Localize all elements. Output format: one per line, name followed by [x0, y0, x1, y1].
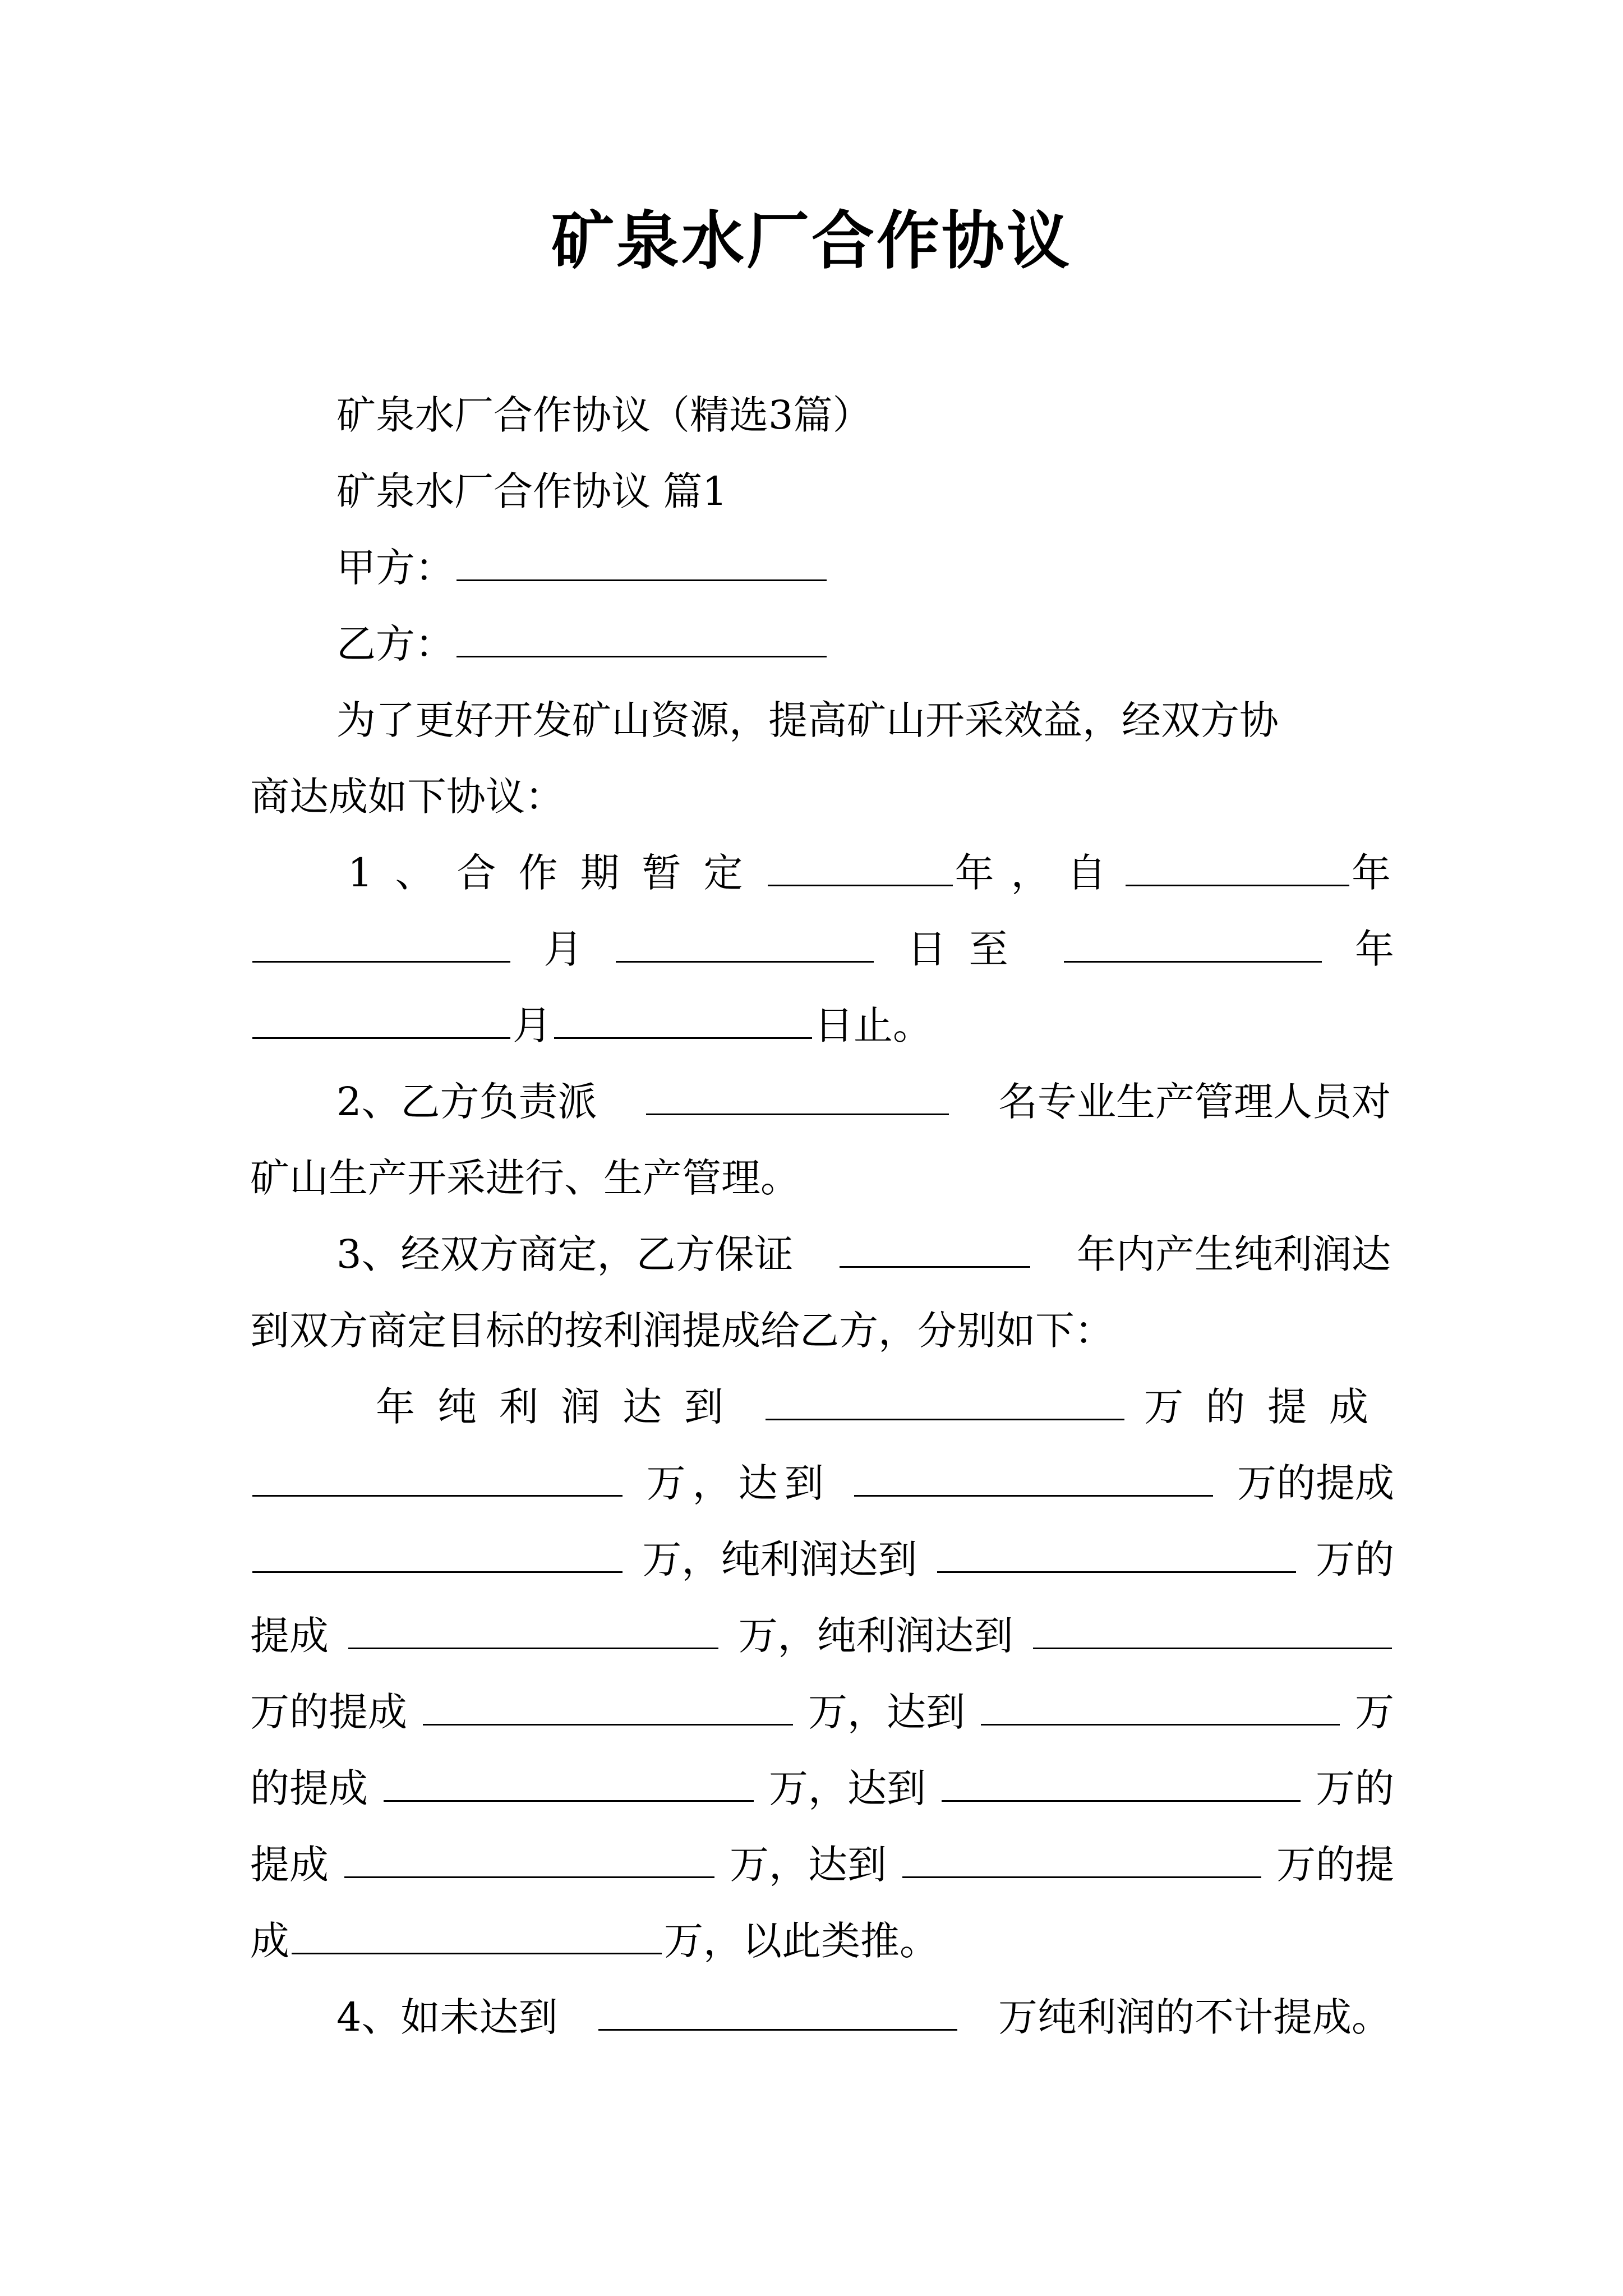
document-title: 矿泉水厂合作协议 — [551, 204, 1072, 278]
clause-3-text-a: 3、经双方商定，乙方保证 — [336, 1231, 794, 1277]
end-year-blank[interactable] — [1064, 926, 1322, 963]
intro-text-1: 为了更好开发矿山资源，提高矿山开采效益，经双方协 — [336, 697, 1279, 743]
tier-7-profit-blank[interactable] — [902, 1842, 1261, 1878]
tier-text-5b: 万，达到 — [808, 1689, 965, 1735]
tier-text-8a: 成 — [250, 1918, 289, 1964]
tier-6-commission-blank[interactable] — [344, 1842, 714, 1878]
clause-3-text-b: 年内产生纯利润达 — [1076, 1231, 1391, 1277]
tier-text-3a: 万，纯利润达到 — [642, 1536, 917, 1582]
tier-7-commission-blank[interactable] — [292, 1918, 662, 1954]
clause-4-line — [336, 1989, 1391, 2045]
tier-line-6 — [250, 1760, 1394, 1816]
clause-3-line-1 — [336, 1226, 1391, 1282]
clause-3-line-2: 到双方商定目标的按利润提成给乙方，分别如下： — [250, 1308, 1114, 1354]
clause-1-text-d: 月 — [543, 926, 583, 972]
tier-line-2 — [250, 1455, 1394, 1511]
intro-line-2: 商达成如下协议： — [250, 774, 564, 820]
tier-line-7 — [250, 1837, 1394, 1893]
clause-2-text-b: 名专业生产管理人员对 — [998, 1079, 1391, 1125]
intro-line-1 — [336, 692, 1391, 748]
clause-1-text-c: 年 — [1352, 850, 1391, 896]
tier-5-profit-blank[interactable] — [981, 1689, 1340, 1726]
end-day-blank[interactable] — [554, 1002, 812, 1039]
tier-text-4b: 万，纯利润达到 — [738, 1613, 1013, 1659]
clause-1-text-b: 年，自 — [955, 850, 1123, 896]
clause-1-text-h: 日止。 — [814, 1002, 932, 1048]
clause-1-line-2 — [250, 921, 1394, 977]
party-a-label: 甲方： — [336, 545, 454, 591]
tier-1-profit-blank[interactable] — [766, 1384, 1124, 1420]
tier-text-4a: 提成 — [250, 1613, 329, 1659]
tier-1-commission-blank[interactable] — [252, 1460, 623, 1497]
tier-4-commission-blank[interactable] — [423, 1689, 793, 1726]
clause-2-text-a: 2、乙方负责派 — [336, 1079, 597, 1125]
tier-text-1a: 年纯利润达到 — [376, 1384, 746, 1430]
clause-1-text-f: 年 — [1354, 926, 1394, 972]
staff-count-blank[interactable] — [646, 1079, 949, 1115]
profit-years-blank[interactable] — [840, 1231, 1030, 1268]
tier-text-2b: 万的提成 — [1237, 1460, 1394, 1506]
clause-2-line-2: 矿山生产开采进行、生产管理。 — [250, 1155, 800, 1201]
tier-4-profit-blank[interactable] — [1033, 1613, 1392, 1649]
clause-1-text-a: 1、合作期暂定 — [348, 850, 766, 896]
tier-2-commission-blank[interactable] — [252, 1536, 623, 1573]
tier-3-profit-blank[interactable] — [937, 1536, 1296, 1573]
clause-1-line-1 — [348, 845, 1391, 901]
tier-text-1b: 万的提成 — [1144, 1384, 1391, 1430]
tier-text-5a: 万的提成 — [250, 1689, 407, 1735]
party-a-line — [336, 540, 1481, 596]
tier-text-6c: 万的 — [1316, 1765, 1394, 1811]
tier-3-commission-blank[interactable] — [348, 1613, 718, 1649]
party-a-blank[interactable] — [457, 545, 827, 581]
tier-text-6a: 的提成 — [250, 1765, 368, 1811]
end-month-blank[interactable] — [252, 1002, 510, 1039]
tier-line-5 — [250, 1684, 1394, 1740]
minimum-profit-blank[interactable] — [598, 1994, 957, 2031]
tier-text-3b: 万的 — [1315, 1536, 1394, 1582]
tier-text-7a: 提成 — [250, 1842, 329, 1888]
tier-line-4 — [250, 1608, 1394, 1664]
start-day-blank[interactable] — [616, 926, 874, 963]
term-years-blank[interactable] — [768, 850, 953, 886]
clause-4-text-a: 4、如未达到 — [336, 1994, 558, 2040]
party-b-label: 乙方： — [336, 621, 454, 667]
tier-line-3 — [250, 1531, 1394, 1588]
tier-text-5c: 万 — [1355, 1689, 1394, 1735]
tier-line-8 — [250, 1913, 1394, 1969]
start-month-blank[interactable] — [252, 926, 510, 963]
subtitle: 矿泉水厂合作协议（精选3篇） — [336, 392, 872, 438]
tier-text-7b: 万，达到 — [730, 1842, 887, 1888]
section-heading: 矿泉水厂合作协议 篇1 — [336, 468, 727, 514]
tier-text-7c: 万的提 — [1276, 1842, 1394, 1888]
tier-text-8b: 万，以此类推。 — [664, 1918, 939, 1964]
clause-1-line-3 — [250, 997, 1394, 1053]
party-b-line — [336, 616, 1481, 672]
tier-text-2a: 万，达到 — [646, 1460, 831, 1506]
start-year-blank[interactable] — [1126, 850, 1349, 886]
party-b-blank[interactable] — [457, 621, 827, 657]
tier-2-profit-blank[interactable] — [854, 1460, 1213, 1497]
tier-line-1 — [376, 1379, 1391, 1435]
clause-2-line-1 — [336, 1074, 1391, 1130]
tier-6-profit-blank[interactable] — [942, 1765, 1301, 1802]
tier-text-6b: 万，达到 — [769, 1765, 926, 1811]
tier-5-commission-blank[interactable] — [384, 1765, 754, 1802]
clause-4-text-b: 万纯利润的不计提成。 — [998, 1994, 1391, 2040]
clause-1-text-g: 月 — [513, 1002, 552, 1048]
clause-1-text-e: 日至 — [907, 926, 1031, 972]
